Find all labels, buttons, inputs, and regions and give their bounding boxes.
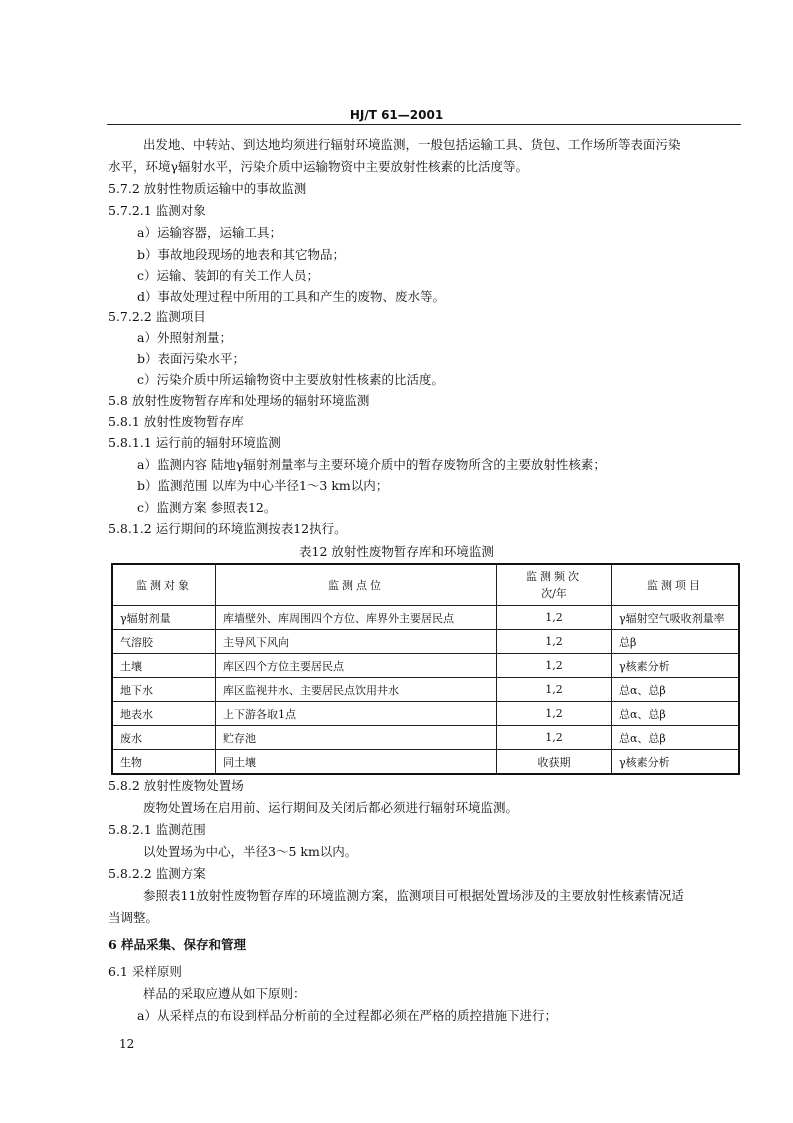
list-item: a）监测内容 陆地γ辐射剂量率与主要环境介质中的暂存废物所含的主要放射性核素； [137, 457, 606, 472]
list-item: c）运输、装卸的有关工作人员； [137, 268, 320, 283]
list-item: b）表面污染水平； [137, 351, 246, 366]
header-frequency-line2: 次/年 [541, 587, 567, 600]
header-frequency-line1: 监测频次 [526, 570, 582, 583]
cell-item: γ辐射空气吸收剂量率 [612, 606, 740, 630]
section-heading: 5.7.2 放射性物质运输中的事故监测 [108, 181, 307, 196]
monitoring-table [111, 563, 740, 775]
paragraph-line: 参照表11放射性废物暂存库的环境监测方案，监测项目可根据处置场涉及的主要放射性核素情况适 [143, 888, 684, 903]
cell-point: 上下游各取1点 [216, 702, 497, 726]
table-row [112, 606, 739, 630]
table-row [112, 678, 739, 702]
table-row [112, 750, 739, 775]
cell-item: 总α、总β [612, 726, 740, 750]
cell-item: 总β [612, 630, 740, 654]
table-caption: 表12 放射性废物暂存库和环境监测 [299, 544, 494, 559]
section-heading: 5.8.1.1 运行前的辐射环境监测 [108, 435, 281, 450]
section-heading: 5.7.2.2 监测项目 [108, 309, 206, 324]
section-heading: 5.7.2.1 监测对象 [108, 203, 206, 218]
list-item: a）从采样点的布设到样品分析前的全过程都必须在严格的质控措施下进行； [137, 1008, 557, 1023]
header-object: 监测对象 [112, 564, 216, 606]
cell-point: 库区四个方位主要居民点 [216, 654, 497, 678]
section-heading: 5.8 放射性废物暂存库和处理场的辐射环境监测 [108, 393, 370, 408]
cell-frequency: 1,2 [497, 606, 612, 630]
header-rule [107, 124, 741, 125]
cell-item: 总α、总β [612, 678, 740, 702]
table-row [112, 702, 739, 726]
cell-frequency: 1,2 [497, 630, 612, 654]
cell-point: 主导风下风向 [216, 630, 497, 654]
cell-item: γ核素分析 [612, 654, 740, 678]
cell-point: 库区监视井水、主要居民点饮用井水 [216, 678, 497, 702]
cell-point: 同土壤 [216, 750, 497, 775]
paragraph-line: 废物处置场在启用前、运行期间及关闭后都必须进行辐射环境监测。 [143, 800, 519, 815]
table-header-row [112, 564, 739, 606]
page-number: 12 [119, 1037, 135, 1051]
header-point: 监测点位 [216, 564, 497, 606]
list-item: b）监测范围 以库为中心半径1～3 km以内； [137, 478, 389, 493]
chapter-heading: 6 样品采集、保存和管理 [108, 937, 247, 952]
section-heading: 5.8.2 放射性废物处置场 [108, 778, 244, 793]
cell-object: 气溶胶 [112, 630, 216, 654]
cell-item: γ核素分析 [612, 750, 740, 775]
cell-point: 库墙壁外、库周围四个方位、库界外主要居民点 [216, 606, 497, 630]
list-item: d）事故处理过程中所用的工具和产生的废物、废水等。 [137, 289, 446, 304]
table-row [112, 654, 739, 678]
cell-point: 贮存池 [216, 726, 497, 750]
cell-frequency: 1,2 [497, 726, 612, 750]
cell-object: 生物 [112, 750, 216, 775]
section-heading: 6.1 采样原则 [108, 964, 182, 979]
cell-frequency: 1,2 [497, 678, 612, 702]
cell-object: 地下水 [112, 678, 216, 702]
cell-object: γ辐射剂量 [112, 606, 216, 630]
cell-frequency: 1,2 [497, 702, 612, 726]
section-heading: 5.8.2.2 监测方案 [108, 866, 206, 881]
cell-object: 废水 [112, 726, 216, 750]
list-item: c）污染介质中所运输物资中主要放射性核素的比活度。 [137, 372, 445, 387]
cell-frequency: 1,2 [497, 654, 612, 678]
paragraph-line: 水平，环境γ辐射水平，污染介质中运输物资中主要放射性核素的比活度等。 [108, 159, 528, 174]
table-row [112, 726, 739, 750]
section-heading: 5.8.1 放射性废物暂存库 [108, 414, 244, 429]
section-heading: 5.8.2.1 监测范围 [108, 822, 206, 837]
cell-object: 地表水 [112, 702, 216, 726]
list-item: a）外照射剂量； [137, 330, 232, 345]
header-item: 监测项目 [612, 564, 740, 606]
paragraph-line: 样品的采取应遵从如下原则： [143, 986, 306, 1001]
paragraph-line: 出发地、中转站、到达地均须进行辐射环境监测，一般包括运输工具、货包、工作场所等表面污染 [143, 137, 681, 152]
list-item: a）运输容器，运输工具； [137, 225, 282, 240]
cell-object: 土壤 [112, 654, 216, 678]
header-frequency [497, 564, 612, 606]
paragraph-line: 以处置场为中心，半径3～5 km以内。 [143, 844, 358, 859]
paragraph-line: 当调整。 [108, 910, 159, 925]
cell-frequency: 收获期 [497, 750, 612, 775]
section-heading: 5.8.1.2 运行期间的环境监测按表12执行。 [108, 521, 347, 536]
list-item: b）事故地段现场的地表和其它物品； [137, 247, 346, 262]
running-header: HJ/T 61—2001 [349, 108, 444, 122]
list-item: c）监测方案 参照表12。 [137, 500, 277, 515]
table-row [112, 630, 739, 654]
cell-item: 总α、总β [612, 702, 740, 726]
